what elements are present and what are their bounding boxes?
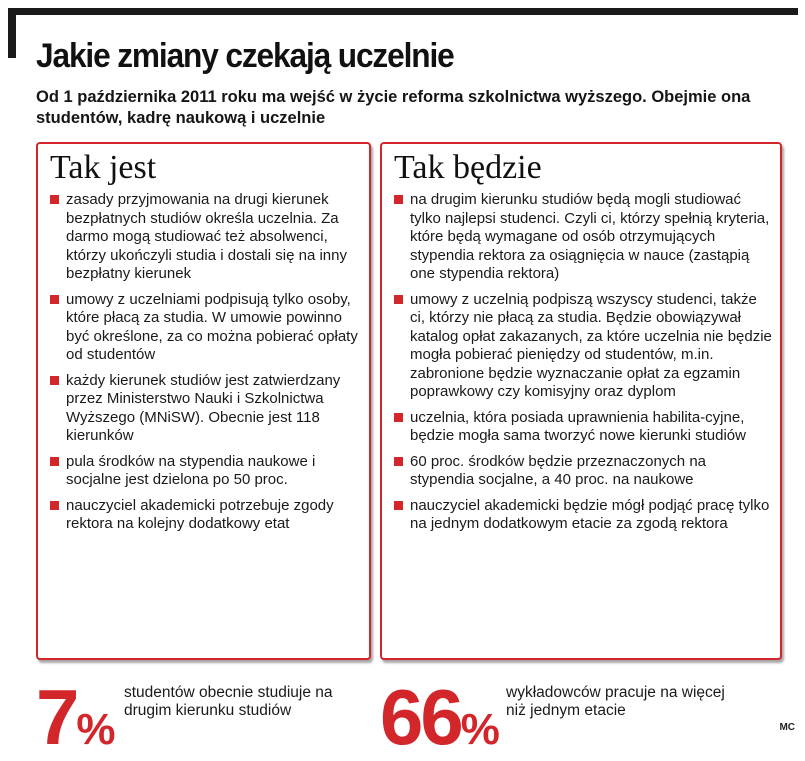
- list-item: [394, 497, 772, 534]
- square-bullet-icon: [50, 195, 59, 204]
- stat-number: 7: [36, 673, 77, 761]
- author-credit: MC: [779, 722, 795, 733]
- current-state-list: [38, 191, 369, 534]
- stat-students-value: [36, 673, 116, 761]
- square-bullet-icon: [50, 501, 59, 510]
- page-title: Jakie zmiany czekają uczelnie: [36, 37, 454, 75]
- stat-lecturers-value: [380, 673, 500, 761]
- list-item-text: umowy z uczelniami podpisują tylko osoby, które płacą za studia. W umowie powinno być określone, za co można pobierać opłaty od studentów: [66, 290, 358, 363]
- square-bullet-icon: [394, 501, 403, 510]
- stat-students-caption: studentów obecnie studiuje na drugim kierunku studiów: [124, 684, 333, 719]
- list-item-text: nauczyciel akademicki będzie mógł podjąć pracę tylko na jednym dodatkowym etacie za zgodą rektora: [410, 496, 770, 532]
- stat-unit: %: [76, 705, 116, 754]
- future-state-box: [380, 142, 782, 660]
- stat-number: 66: [380, 673, 461, 761]
- list-item-text: na drugim kierunku studiów będą mogli studiować tylko najlepsi studenci. Czyli ci, którzy spełnią kryteria, które będą wymagane od osób otrzymujących stypendia rektora za osiągnięcia w nauce (zastąpią one stypendia rektora): [410, 191, 770, 282]
- future-state-heading: Tak będzie: [394, 149, 542, 186]
- list-item: [50, 453, 361, 490]
- current-state-heading: Tak jest: [50, 149, 157, 186]
- list-item: [50, 372, 361, 446]
- square-bullet-icon: [50, 457, 59, 466]
- future-state-list: [382, 191, 780, 534]
- stat-lecturers-caption: wykładowców pracuje na więcej niż jednym etacie: [506, 684, 725, 719]
- square-bullet-icon: [394, 295, 403, 304]
- list-item-text: umowy z uczelnią podpiszą wszyscy studenci, także ci, którzy nie płacą za studia. Będzie obowiązywał katalog opłat zakazanych, za które uczelnia nie będzie mogła pobierać pieniędzy od studentów, m.in. zabronione będzie wyznaczanie opłat za egzamin poprawkowy czy komisyjny oraz dyplom: [410, 290, 772, 400]
- list-item-text: każdy kierunek studiów jest zatwierdzany przez Ministerstwo Nauki i Szkolnictwa Wyższego (MNiSW). Obecnie jest 118 kierunków: [66, 371, 341, 444]
- square-bullet-icon: [394, 413, 403, 422]
- list-item: [50, 291, 361, 365]
- list-item-text: pula środków na stypendia naukowe i socjalne jest dzielona po 50 proc.: [66, 452, 316, 488]
- stat-unit: %: [460, 705, 500, 754]
- list-item: [50, 191, 361, 284]
- list-item: [394, 191, 772, 284]
- corner-rule-vertical: [8, 8, 16, 58]
- list-item-text: zasady przyjmowania na drugi kierunek bezpłatnych studiów określa uczelnia. Za darmo mogą studiować też absolwenci, którzy ukończyli studia i dostali się na inny bezpłatny kierunek: [66, 191, 347, 282]
- list-item-text: uczelnia, która posiada uprawnienia habilita-cyjne, będzie mogła sama tworzyć nowe kierunki studiów: [410, 408, 746, 444]
- square-bullet-icon: [50, 376, 59, 385]
- corner-rule-horizontal: [8, 8, 798, 15]
- square-bullet-icon: [394, 457, 403, 466]
- current-state-box: [36, 142, 371, 660]
- square-bullet-icon: [394, 195, 403, 204]
- list-item: [394, 409, 772, 446]
- list-item-text: nauczyciel akademicki potrzebuje zgody rektora na kolejny dodatkowy etat: [66, 496, 334, 532]
- list-item: [394, 291, 772, 402]
- list-item-text: 60 proc. środków będzie przeznaczonych na stypendia socjalne, a 40 proc. na naukowe: [410, 452, 707, 488]
- square-bullet-icon: [50, 295, 59, 304]
- page-subtitle: Od 1 października 2011 roku ma wejść w życie reforma szkolnictwa wyższego. Obejmie ona studentów, kadrę naukową i uczelnie: [36, 88, 751, 127]
- list-item: [394, 453, 772, 490]
- list-item: [50, 497, 361, 534]
